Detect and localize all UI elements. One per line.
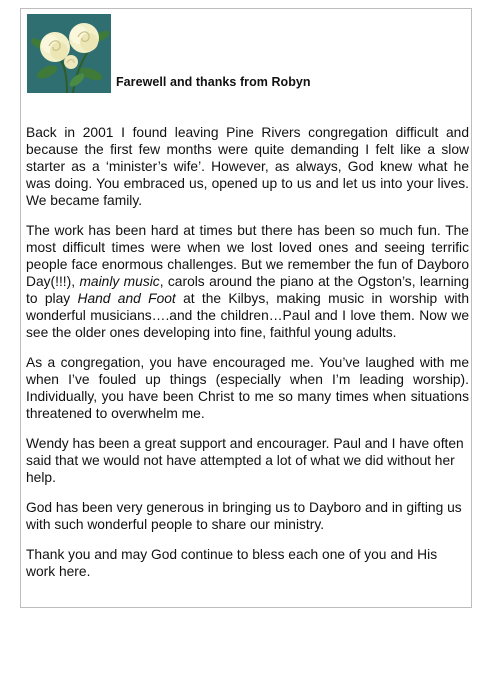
mainly-music-italic: mainly music [79,274,160,289]
paragraph-5: God has been very generous in bringing us to Dayboro and in gifting us with such wonderful people to share our ministry. [26,500,462,532]
paragraph-4: Wendy has been a great support and encourager. Paul and I have often said that we would not have attempted a lot of what we did without her help. [26,436,464,485]
paragraph-6: Thank you and may God continue to bless each one of you and His work here. [26,547,438,579]
paragraph-2-text-c: at the Kilbys, making music in worship with wonderful musicians….and the children…Paul and I love them. Now we see the older ones developing into fine, faithful young adults. [26,291,470,340]
paragraph-3: As a congregation, you have encouraged me. You’ve laughed with me when I’ve fouled up things (especially when I’m leading worship). Individually, you have been Christ to me so many times when situations threatened to overwhelm me. [26,355,469,421]
white-roses-logo [27,14,111,93]
paragraph-2-text-a: The work has been hard at times but there has been so much fun. The most difficult times were when we lost loved ones and seeing terrific people face enormous challenges. But we remember the fun of Dayboro Day(!!!), [26,223,469,289]
paragraph-2 [26,222,469,341]
paragraph-2-text-b: , carols around the piano at the Ogston’s, learning to play [26,274,469,306]
page-title: Farewell and thanks from Robyn [116,75,311,89]
paragraph-1: Back in 2001 I found leaving Pine Rivers congregation difficult and because the first few months were quite demanding I felt like a slow starter as a ‘minister’s wife’. However, as always, God knew what he was doing. You embraced us, opened up to us and let us into your lives. We became family. [26,125,469,208]
letter-body [26,124,469,593]
hand-and-foot-italic: Hand and Foot [77,291,176,306]
